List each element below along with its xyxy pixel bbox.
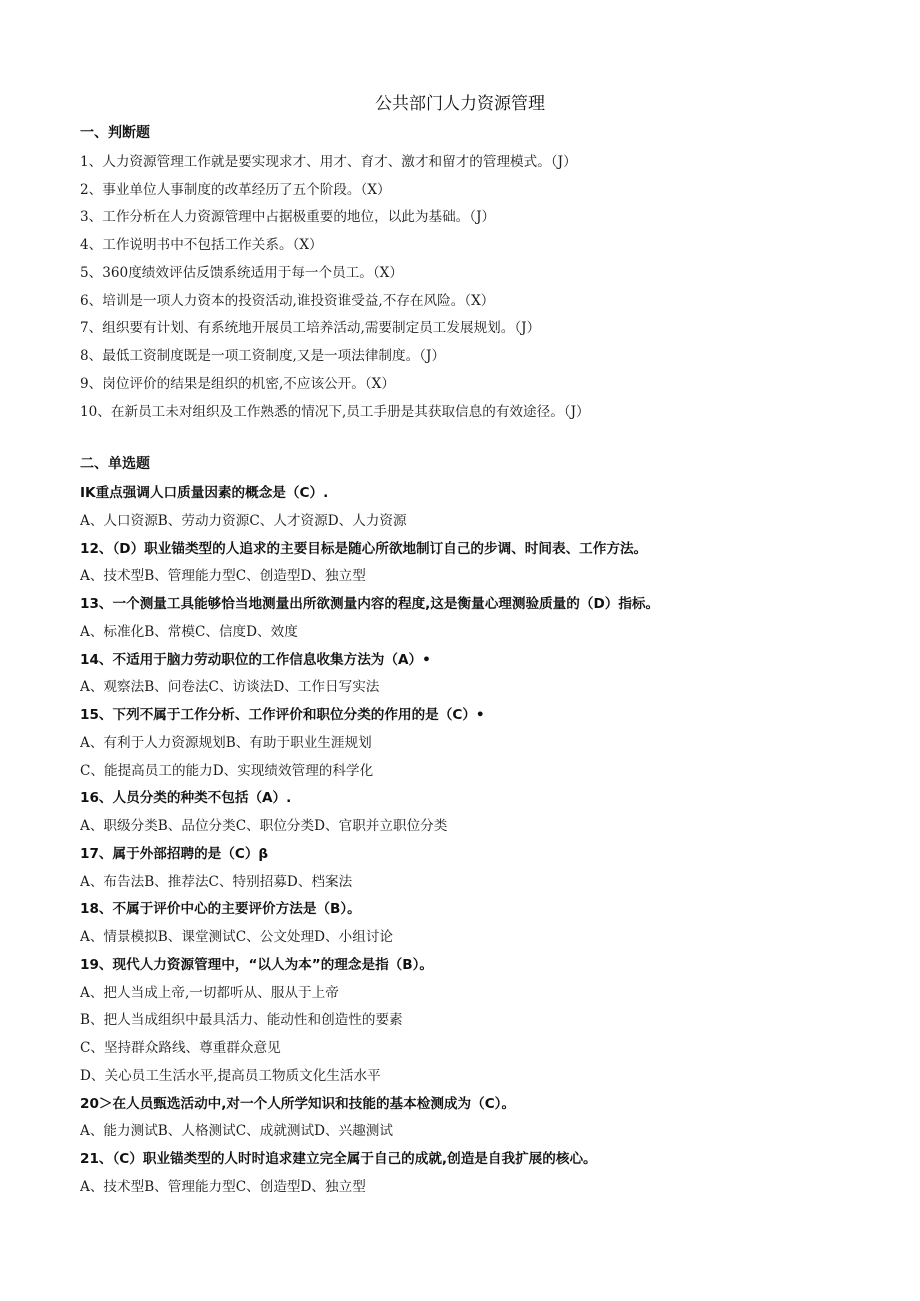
mc-options-11: A、人口资源B、劳动力资源C、人才资源D、人力资源 [80, 513, 407, 529]
mc-question-13: 13、一个测量工具能够恰当地测量出所欲测量内容的程度,这是衡量心理测验质量的（D）指标。 [80, 596, 660, 612]
mc-options-21: A、技术型B、管理能力型C、创造型D、独立型 [80, 1179, 366, 1195]
mc-options-15b: C、能提高员工的能力D、实现绩效管理的科学化 [80, 763, 374, 779]
tf-question-10: 10、在新员工未对组织及工作熟悉的情况下,员工手册是其获取信息的有效途径。（J） [80, 404, 590, 420]
mc-question-15: 15、下列不属于工作分析、工作评价和职位分类的作用的是（C）• [80, 707, 485, 723]
tf-question-8: 8、最低工资制度既是一项工资制度,又是一项法律制度。（J） [80, 348, 446, 364]
mc-question-14: 14、不适用于脑力劳动职位的工作信息收集方法为（A）• [80, 652, 431, 668]
tf-question-1: 1、人力资源管理工作就是要实现求才、用才、育才、激才和留才的管理模式。（J） [80, 154, 577, 170]
mc-question-11: IK重点强调人口质量因素的概念是（C）. [80, 485, 329, 501]
section-heading-true-false: 一、判断题 [80, 125, 150, 141]
mc-options-19d: D、关心员工生活水平,提高员工物质文化生活水平 [80, 1068, 381, 1084]
mc-options-15a: A、有利于人力资源规划B、有助于职业生涯规划 [80, 735, 372, 751]
tf-question-7: 7、组织要有计划、有系统地开展员工培养活动,需要制定员工发展规划。（J） [80, 320, 541, 336]
mc-options-19c: C、坚持群众路线、尊重群众意见 [80, 1040, 281, 1056]
mc-options-19b: B、把人当成组织中最具活力、能动性和创造性的要素 [80, 1012, 403, 1028]
mc-options-17: A、布告法B、推荐法C、特别招募D、档案法 [80, 874, 353, 890]
mc-options-14: A、观察法B、问卷法C、访谈法D、工作日写实法 [80, 679, 380, 695]
section-heading-single-choice: 二、单选题 [80, 456, 150, 472]
mc-options-12: A、技术型B、管理能力型C、创造型D、独立型 [80, 568, 366, 584]
mc-question-19: 19、现代人力资源管理中，“以人为本”的理念是指（B）。 [80, 957, 434, 973]
mc-options-16: A、职级分类B、品位分类C、职位分类D、官职并立职位分类 [80, 818, 448, 834]
tf-question-9: 9、岗位评价的结果是组织的机密,不应该公开。（X） [80, 376, 395, 392]
mc-options-20: A、能力测试B、人格测试C、成就测试D、兴趣测试 [80, 1123, 393, 1139]
mc-options-18: A、情景模拟B、课堂测试C、公文处理D、小组讨论 [80, 929, 393, 945]
mc-options-19a: A、把人当成上帝,一切都听从、服从于上帝 [80, 985, 339, 1001]
tf-question-2: 2、事业单位人事制度的改革经历了五个阶段。（X） [80, 182, 391, 198]
mc-question-21: 21、（C）职业锚类型的人时时追求建立完全属于自己的成就,创造是自我扩展的核心。 [80, 1151, 597, 1167]
mc-question-16: 16、人员分类的种类不包括（A）. [80, 790, 292, 806]
mc-question-12: 12、（D）职业锚类型的人追求的主要目标是随心所欲地制订自己的步调、时间表、工作方法。 [80, 541, 648, 557]
mc-question-17: 17、属于外部招聘的是（C）β [80, 846, 269, 862]
document-title: 公共部门人力资源管理 [375, 94, 545, 114]
tf-question-5: 5、360度绩效评估反馈系统适用于每一个员工。（X） [80, 265, 403, 281]
tf-question-3: 3、工作分析在人力资源管理中占据极重要的地位，以此为基础。（J） [80, 209, 496, 225]
mc-question-20: 20＞在人员甄选活动中,对一个人所学知识和技能的基本检测成为（C）。 [80, 1096, 516, 1112]
tf-question-6: 6、培训是一项人力资本的投资活动,谁投资谁受益,不存在风险。（X） [80, 293, 495, 309]
tf-question-4: 4、工作说明书中不包括工作关系。（X） [80, 237, 323, 253]
mc-question-18: 18、不属于评价中心的主要评价方法是（B）。 [80, 901, 361, 917]
mc-options-13: A、标准化B、常模C、信度D、效度 [80, 624, 298, 640]
